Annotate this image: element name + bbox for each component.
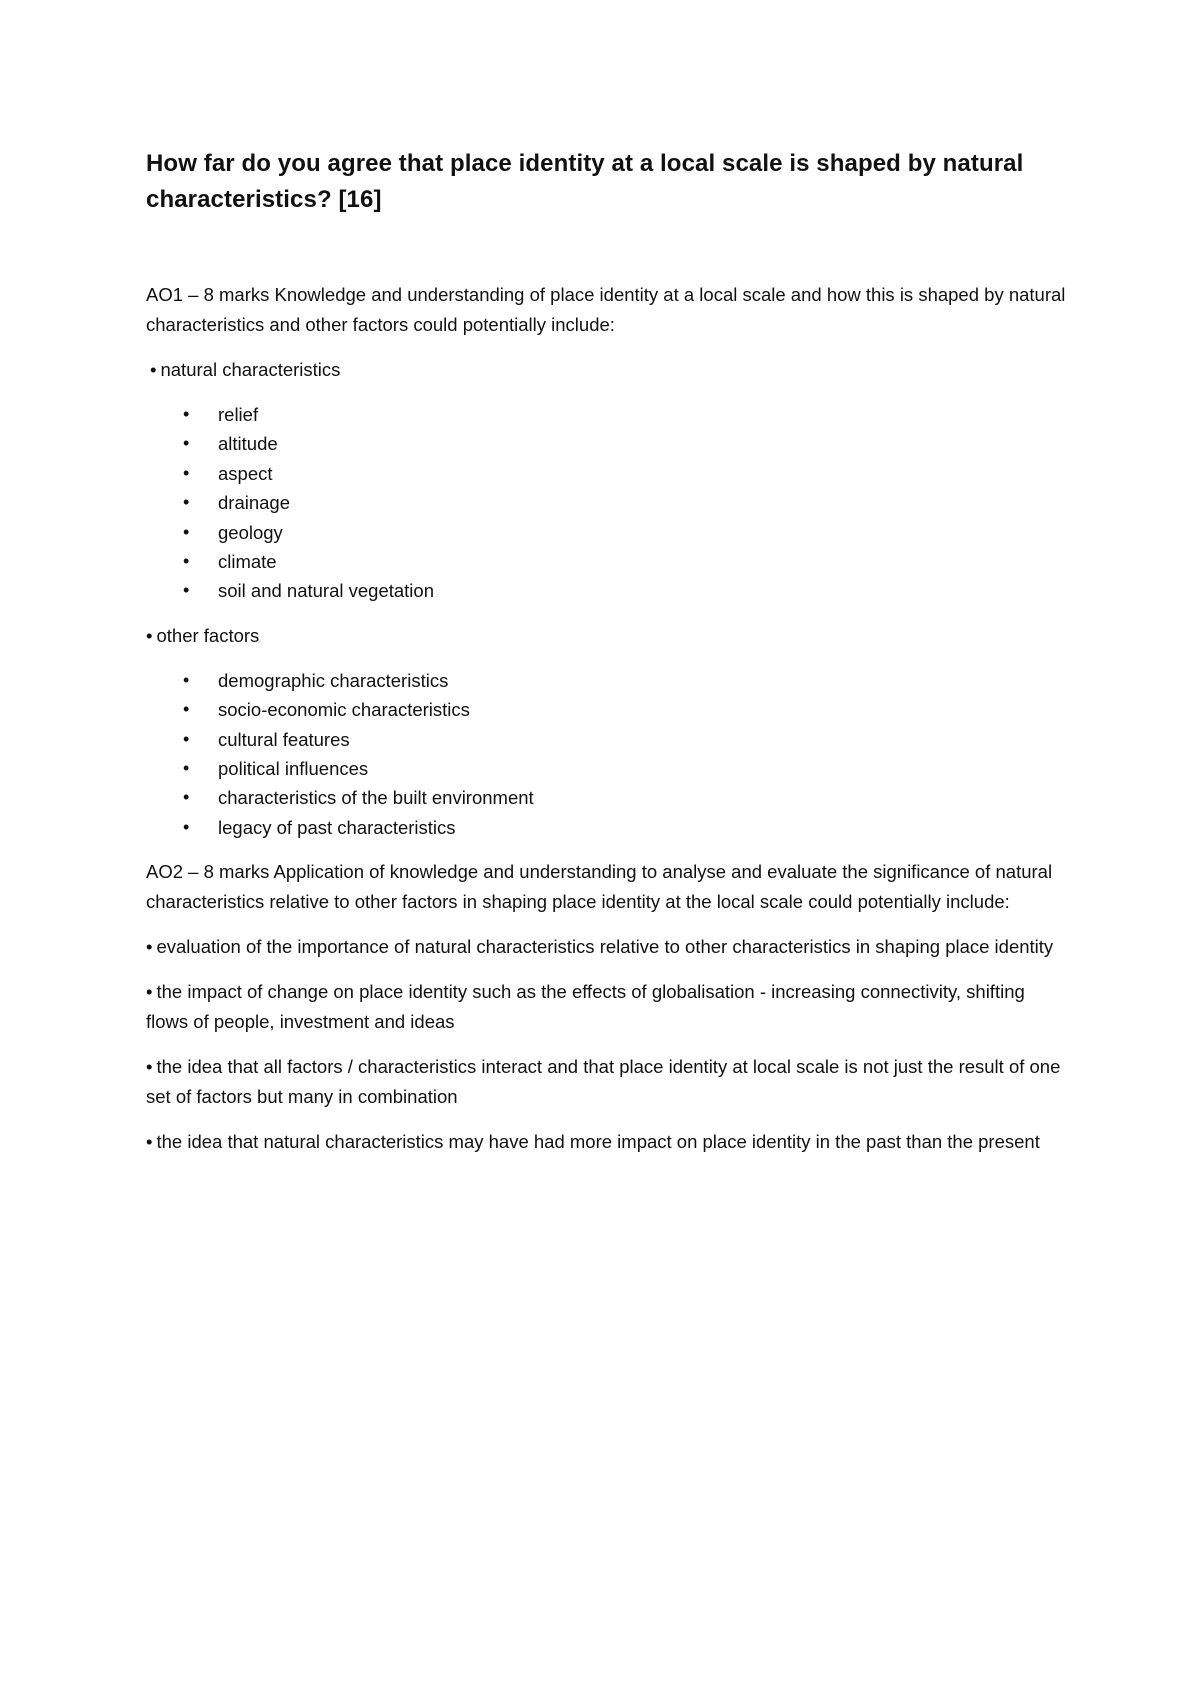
question-title: How far do you agree that place identity at a local scale is shaped by natural characteristics? [16] [146,150,1024,213]
ao2-point-text: the idea that all factors / characteristics interact and that place identity at local scale is not just the result of one set of factors but many in combination [146,1056,1061,1108]
bullet-icon: • [146,1131,153,1153]
list-item-label: political influences [218,758,369,780]
ao2-point [146,977,1066,1037]
bullet-icon: • [183,580,190,601]
ao2-point-text: evaluation of the importance of natural characteristics relative to other characteristics in shaping place identity [156,936,1054,958]
other-heading-label: other factors [156,624,260,646]
list-item [146,813,1066,842]
bullet-icon: • [183,521,190,542]
natural-characteristics-list [146,400,1066,606]
list-item [146,783,1066,812]
bullet-icon: • [146,1056,153,1078]
list-item [146,459,1066,488]
list-item [146,576,1066,605]
list-item-label: characteristics of the built environment [218,787,534,809]
bullet-icon: • [183,758,190,779]
bullet-icon: • [183,787,190,808]
ao1-other-heading [146,621,1066,651]
ao2-point-text: the idea that natural characteristics may have had more impact on place identity in the past than the present [156,1131,1040,1153]
list-item-label: climate [218,551,277,573]
bullet-icon: • [183,699,190,720]
list-item-label: soil and natural vegetation [218,580,434,602]
ao2-intro: AO2 – 8 marks Application of knowledge and understanding to analyse and evaluate the significance of natural characteristics relative to other factors in shaping place identity at the local scale could potentially include: [146,861,1053,913]
ao2-point [146,1127,1066,1157]
bullet-icon: • [183,816,190,837]
list-item-label: demographic characteristics [218,669,449,691]
ao2-point [146,932,1066,962]
bullet-icon: • [183,462,190,483]
list-item-label: socio-economic characteristics [218,699,470,721]
list-item-label: drainage [218,492,291,514]
list-item-label: altitude [218,433,278,455]
list-item-label: geology [218,521,283,543]
list-item [146,754,1066,783]
bullet-icon: • [183,433,190,454]
bullet-icon: • [183,492,190,513]
list-item [146,547,1066,576]
list-item-label: cultural features [218,728,350,750]
bullet-icon: • [183,728,190,749]
bullet-icon: • [183,551,190,572]
list-item-label: aspect [218,462,273,484]
ao1-natural-heading [146,355,1066,385]
bullet-icon: • [150,359,157,380]
list-item [146,695,1066,724]
list-item-label: relief [218,404,259,425]
bullet-icon: • [183,669,190,690]
list-item [146,429,1066,458]
ao2-point-text: the impact of change on place identity such as the effects of globalisation - increasing connectivity, shifting flows of people, investment and ideas [146,981,1025,1033]
ao1-intro: AO1 – 8 marks Knowledge and understanding of place identity at a local scale and how this is shaped by natural characteristics and other factors could potentially include: [146,284,1066,335]
list-item [146,400,1066,429]
bullet-icon: • [146,981,153,1003]
other-factors-list [146,666,1066,842]
list-item-label: legacy of past characteristics [218,816,456,838]
list-item [146,666,1066,695]
bullet-icon: • [183,404,190,424]
natural-heading-label: natural characteristics [160,359,341,380]
document-content [146,146,1066,1157]
ao2-point [146,1052,1066,1112]
list-item [146,488,1066,517]
bullet-icon: • [146,624,153,646]
list-item [146,518,1066,547]
bullet-icon: • [146,936,153,958]
list-item [146,725,1066,754]
